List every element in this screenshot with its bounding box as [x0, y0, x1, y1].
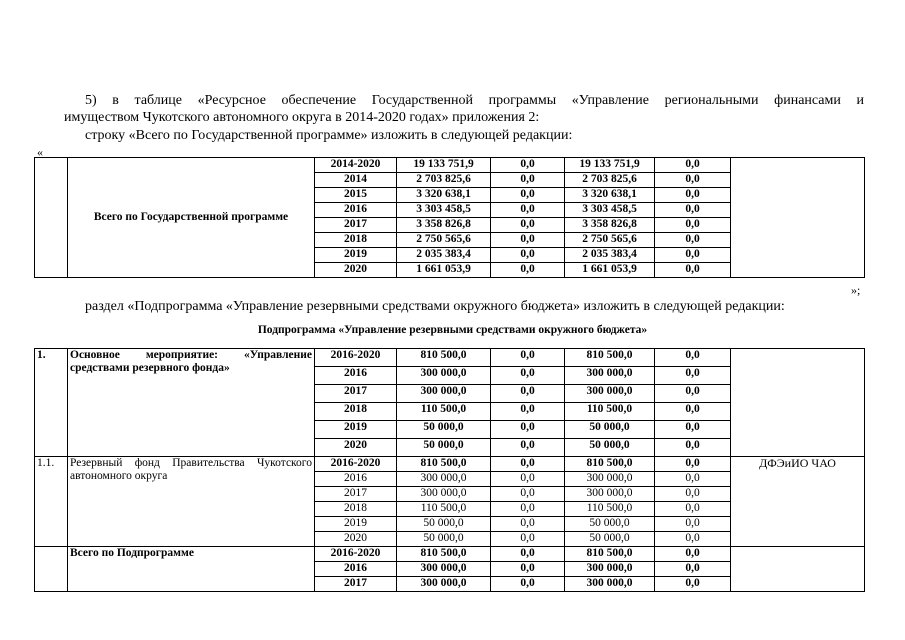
- value-cell: 50 000,0: [397, 532, 491, 547]
- value-cell: 300 000,0: [397, 472, 491, 487]
- value-cell: 0,0: [491, 233, 565, 248]
- value-cell: 0,0: [655, 487, 731, 502]
- year-cell: 2016: [315, 472, 397, 487]
- value-cell: 50 000,0: [397, 421, 491, 439]
- year-cell: 2017: [315, 577, 397, 592]
- value-cell: 300 000,0: [397, 385, 491, 403]
- value-cell: 1 661 053,9: [565, 263, 655, 278]
- value-cell: 0,0: [655, 472, 731, 487]
- year-cell: 2020: [315, 439, 397, 457]
- year-cell: 2018: [315, 233, 397, 248]
- paragraph-2: строку «Всего по Государственной программе» изложить в следующей редакции:: [85, 128, 573, 143]
- year-cell: 2020: [315, 263, 397, 278]
- value-cell: 2 750 565,6: [397, 233, 491, 248]
- value-cell: 0,0: [655, 502, 731, 517]
- value-cell: 0,0: [491, 263, 565, 278]
- value-cell: 810 500,0: [397, 349, 491, 367]
- table-row: [35, 349, 865, 367]
- value-cell: 0,0: [655, 158, 731, 173]
- value-cell: 0,0: [491, 472, 565, 487]
- subprogram-title: Подпрограмма «Управление резервными средствами окружного бюджета»: [257, 324, 648, 336]
- executor-cell: [731, 349, 865, 457]
- executor-cell: [731, 158, 865, 278]
- year-cell: 2018: [315, 502, 397, 517]
- value-cell: 0,0: [491, 203, 565, 218]
- value-cell: 19 133 751,9: [397, 158, 491, 173]
- value-cell: 3 320 638,1: [565, 188, 655, 203]
- value-cell: 300 000,0: [565, 385, 655, 403]
- row-label: Всего по Подпрограмме: [68, 547, 315, 592]
- row-label: Всего по Государственной программе: [68, 158, 315, 278]
- value-cell: 0,0: [655, 421, 731, 439]
- value-cell: 50 000,0: [397, 439, 491, 457]
- year-cell: 2014: [315, 173, 397, 188]
- value-cell: 0,0: [655, 517, 731, 532]
- value-cell: 2 035 383,4: [565, 248, 655, 263]
- year-cell: 2017: [315, 218, 397, 233]
- value-cell: 3 320 638,1: [397, 188, 491, 203]
- value-cell: 810 500,0: [565, 349, 655, 367]
- value-cell: 19 133 751,9: [565, 158, 655, 173]
- value-cell: 110 500,0: [565, 403, 655, 421]
- value-cell: 0,0: [655, 385, 731, 403]
- row-number: [35, 158, 68, 278]
- table-row: [35, 158, 865, 173]
- row-number: 1.: [35, 349, 68, 457]
- value-cell: 2 750 565,6: [565, 233, 655, 248]
- value-cell: 810 500,0: [565, 547, 655, 562]
- value-cell: 0,0: [491, 421, 565, 439]
- value-cell: 0,0: [491, 173, 565, 188]
- value-cell: 0,0: [655, 233, 731, 248]
- value-cell: 2 703 825,6: [565, 173, 655, 188]
- row-number: [35, 547, 68, 592]
- value-cell: 0,0: [655, 532, 731, 547]
- value-cell: 2 035 383,4: [397, 248, 491, 263]
- value-cell: 0,0: [491, 218, 565, 233]
- value-cell: 300 000,0: [565, 367, 655, 385]
- table-gosprogramma-total: [34, 157, 865, 278]
- year-cell: 2016: [315, 562, 397, 577]
- value-cell: 0,0: [655, 439, 731, 457]
- row-label: Основное мероприятие: «Управление средствами резервного фонда»: [68, 349, 315, 457]
- value-cell: 0,0: [655, 457, 731, 472]
- table-row: [35, 547, 865, 562]
- value-cell: 300 000,0: [397, 487, 491, 502]
- year-cell: 2016: [315, 203, 397, 218]
- value-cell: 0,0: [491, 158, 565, 173]
- value-cell: 300 000,0: [565, 562, 655, 577]
- value-cell: 0,0: [655, 203, 731, 218]
- value-cell: 300 000,0: [565, 472, 655, 487]
- value-cell: 300 000,0: [565, 487, 655, 502]
- value-cell: 110 500,0: [397, 502, 491, 517]
- value-cell: 300 000,0: [397, 367, 491, 385]
- row-number: 1.1.: [35, 457, 68, 547]
- close-quote: »;: [851, 283, 861, 297]
- value-cell: 1 661 053,9: [397, 263, 491, 278]
- year-cell: 2016-2020: [315, 349, 397, 367]
- table-subprogram: [34, 348, 865, 592]
- year-cell: 2015: [315, 188, 397, 203]
- value-cell: 0,0: [655, 577, 731, 592]
- year-cell: 2018: [315, 403, 397, 421]
- table-row: [35, 457, 865, 472]
- value-cell: 0,0: [655, 562, 731, 577]
- paragraph-1: 5) в таблице «Ресурсное обеспечение Государственной программы «Управление региональными финансами и: [85, 93, 864, 108]
- value-cell: 0,0: [655, 218, 731, 233]
- value-cell: 300 000,0: [565, 577, 655, 592]
- year-cell: 2016-2020: [315, 547, 397, 562]
- year-cell: 2017: [315, 385, 397, 403]
- year-cell: 2019: [315, 421, 397, 439]
- value-cell: 0,0: [491, 547, 565, 562]
- value-cell: 0,0: [655, 367, 731, 385]
- value-cell: 3 303 458,5: [397, 203, 491, 218]
- value-cell: 300 000,0: [397, 577, 491, 592]
- value-cell: 3 303 458,5: [565, 203, 655, 218]
- year-cell: 2019: [315, 248, 397, 263]
- value-cell: 810 500,0: [397, 457, 491, 472]
- value-cell: 50 000,0: [565, 517, 655, 532]
- value-cell: 0,0: [491, 577, 565, 592]
- value-cell: 50 000,0: [397, 517, 491, 532]
- value-cell: 0,0: [491, 439, 565, 457]
- year-cell: 2017: [315, 487, 397, 502]
- value-cell: 3 358 826,8: [565, 218, 655, 233]
- value-cell: 0,0: [491, 367, 565, 385]
- value-cell: 2 703 825,6: [397, 173, 491, 188]
- open-quote: «: [37, 145, 43, 159]
- value-cell: 0,0: [655, 349, 731, 367]
- value-cell: 0,0: [655, 403, 731, 421]
- value-cell: 110 500,0: [565, 502, 655, 517]
- value-cell: 0,0: [491, 562, 565, 577]
- value-cell: 0,0: [491, 502, 565, 517]
- value-cell: 0,0: [491, 349, 565, 367]
- year-cell: 2016-2020: [315, 457, 397, 472]
- value-cell: 810 500,0: [397, 547, 491, 562]
- executor-cell: [731, 547, 865, 592]
- value-cell: 0,0: [655, 248, 731, 263]
- value-cell: 50 000,0: [565, 532, 655, 547]
- year-cell: 2014-2020: [315, 158, 397, 173]
- value-cell: 0,0: [491, 188, 565, 203]
- value-cell: 0,0: [491, 532, 565, 547]
- executor-cell: ДФЭиИО ЧАО: [731, 457, 865, 547]
- value-cell: 50 000,0: [565, 421, 655, 439]
- row-label: Резервный фонд Правительства Чукотского автономного округа: [68, 457, 315, 547]
- value-cell: 0,0: [491, 248, 565, 263]
- value-cell: 0,0: [655, 173, 731, 188]
- value-cell: 0,0: [491, 457, 565, 472]
- paragraph-3: раздел «Подпрограмма «Управление резервными средствами окружного бюджета» изложить в следующей редакции:: [85, 299, 785, 314]
- value-cell: 0,0: [655, 188, 731, 203]
- value-cell: 0,0: [491, 385, 565, 403]
- value-cell: 0,0: [655, 547, 731, 562]
- value-cell: 300 000,0: [397, 562, 491, 577]
- year-cell: 2016: [315, 367, 397, 385]
- value-cell: 0,0: [491, 517, 565, 532]
- paragraph-1-continued: имуществом Чукотского автономного округа в 2014-2020 годах» приложения 2:: [64, 110, 540, 125]
- year-cell: 2019: [315, 517, 397, 532]
- value-cell: 3 358 826,8: [397, 218, 491, 233]
- value-cell: 0,0: [491, 487, 565, 502]
- year-cell: 2020: [315, 532, 397, 547]
- value-cell: 0,0: [491, 403, 565, 421]
- value-cell: 50 000,0: [565, 439, 655, 457]
- value-cell: 810 500,0: [565, 457, 655, 472]
- value-cell: 110 500,0: [397, 403, 491, 421]
- value-cell: 0,0: [655, 263, 731, 278]
